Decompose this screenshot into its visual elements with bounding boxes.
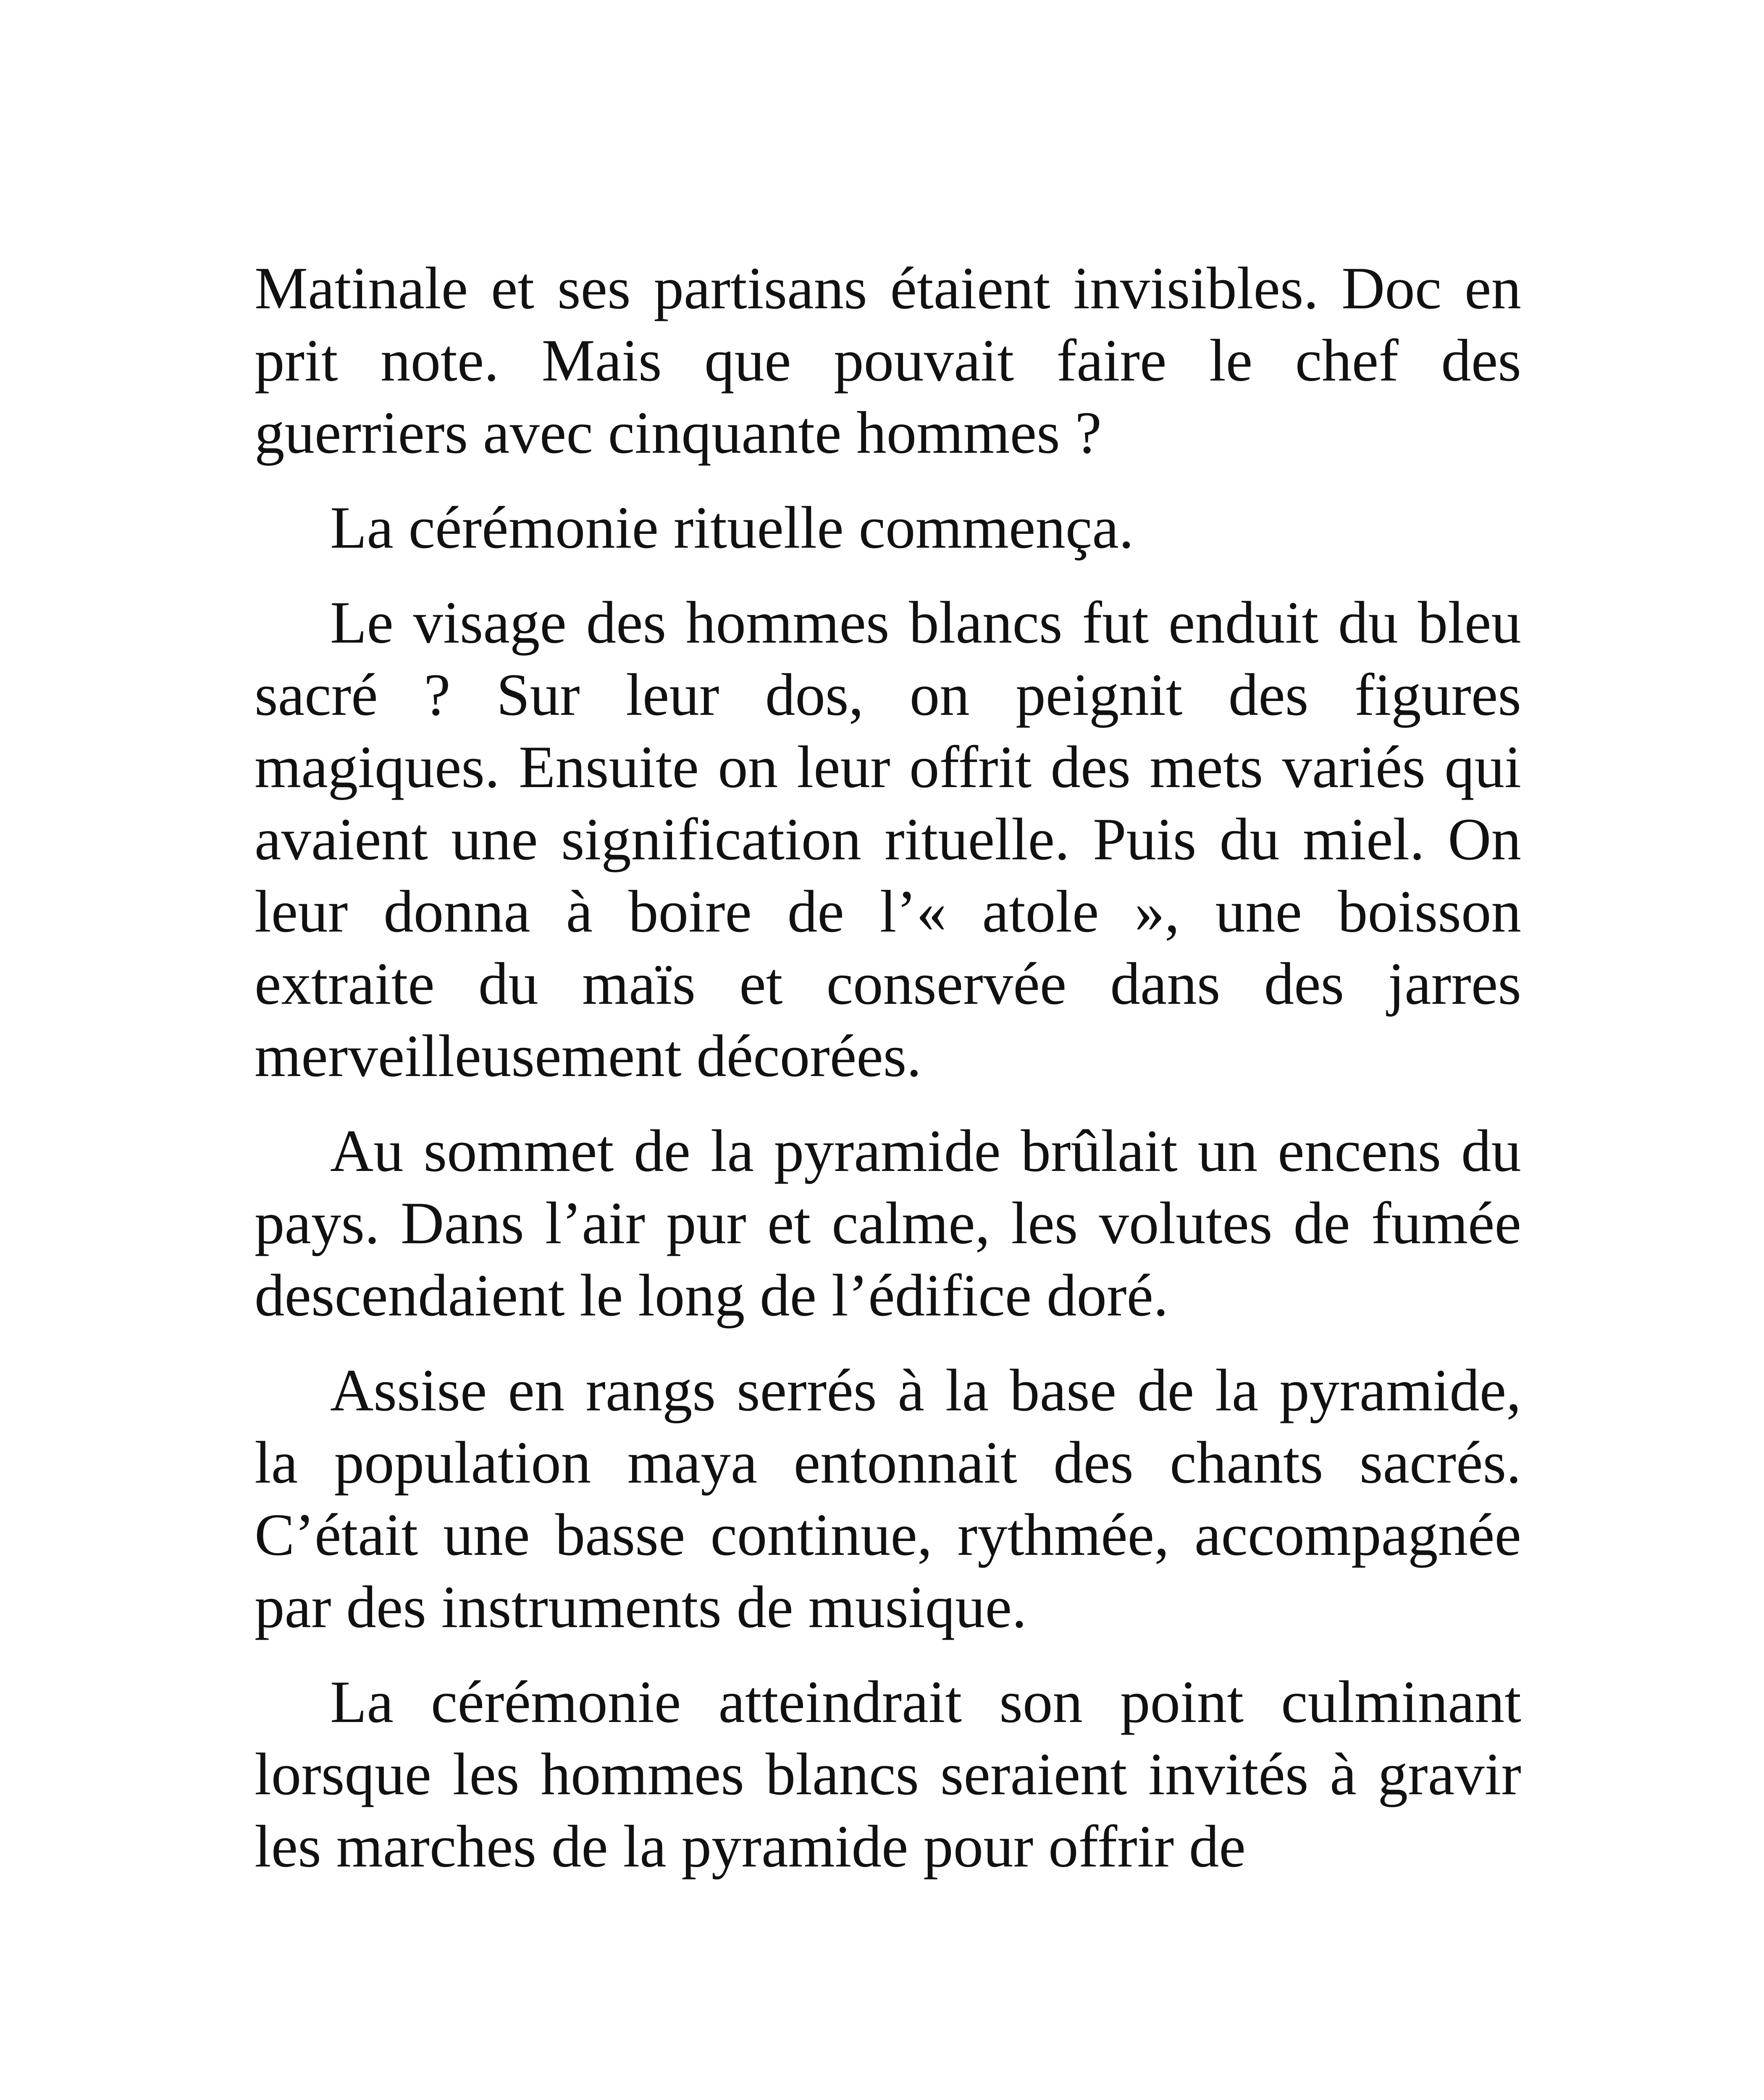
body-text [255,252,1521,1882]
paragraph: Matinale et ses partisans étaient invisibles. Doc en prit note. Mais que pouvait faire le chef des guerriers avec cinquante hommes ? [255,255,1521,466]
paragraph: La cérémonie atteindrait son point culminant lorsque les hommes blancs seraient invités à gravir les marches de la pyramide pour offrir de [255,1669,1521,1880]
paragraph: La cérémonie rituelle commença. [330,494,1134,561]
paragraph: Le visage des hommes blancs fut enduit du bleu sacré ? Sur leur dos, on peignit des figures magiques. Ensuite on leur offrit des mets variés qui avaient une signification rituelle. Puis du miel. On leur donna à boire de l’« atole », une boisson extraite du maïs et conservée dans des jarres merveilleusement décorées. [255,589,1521,1089]
paragraph: Assise en rangs serrés à la base de la pyramide, la population maya entonnait des chants sacrés. C’était une basse continue, rythmée, accompagnée par des instruments de musique. [255,1357,1521,1640]
paragraph: Au sommet de la pyramide brûlait un encens du pays. Dans l’air pur et calme, les volutes de fumée descendaient le long de l’édifice doré. [255,1118,1521,1328]
